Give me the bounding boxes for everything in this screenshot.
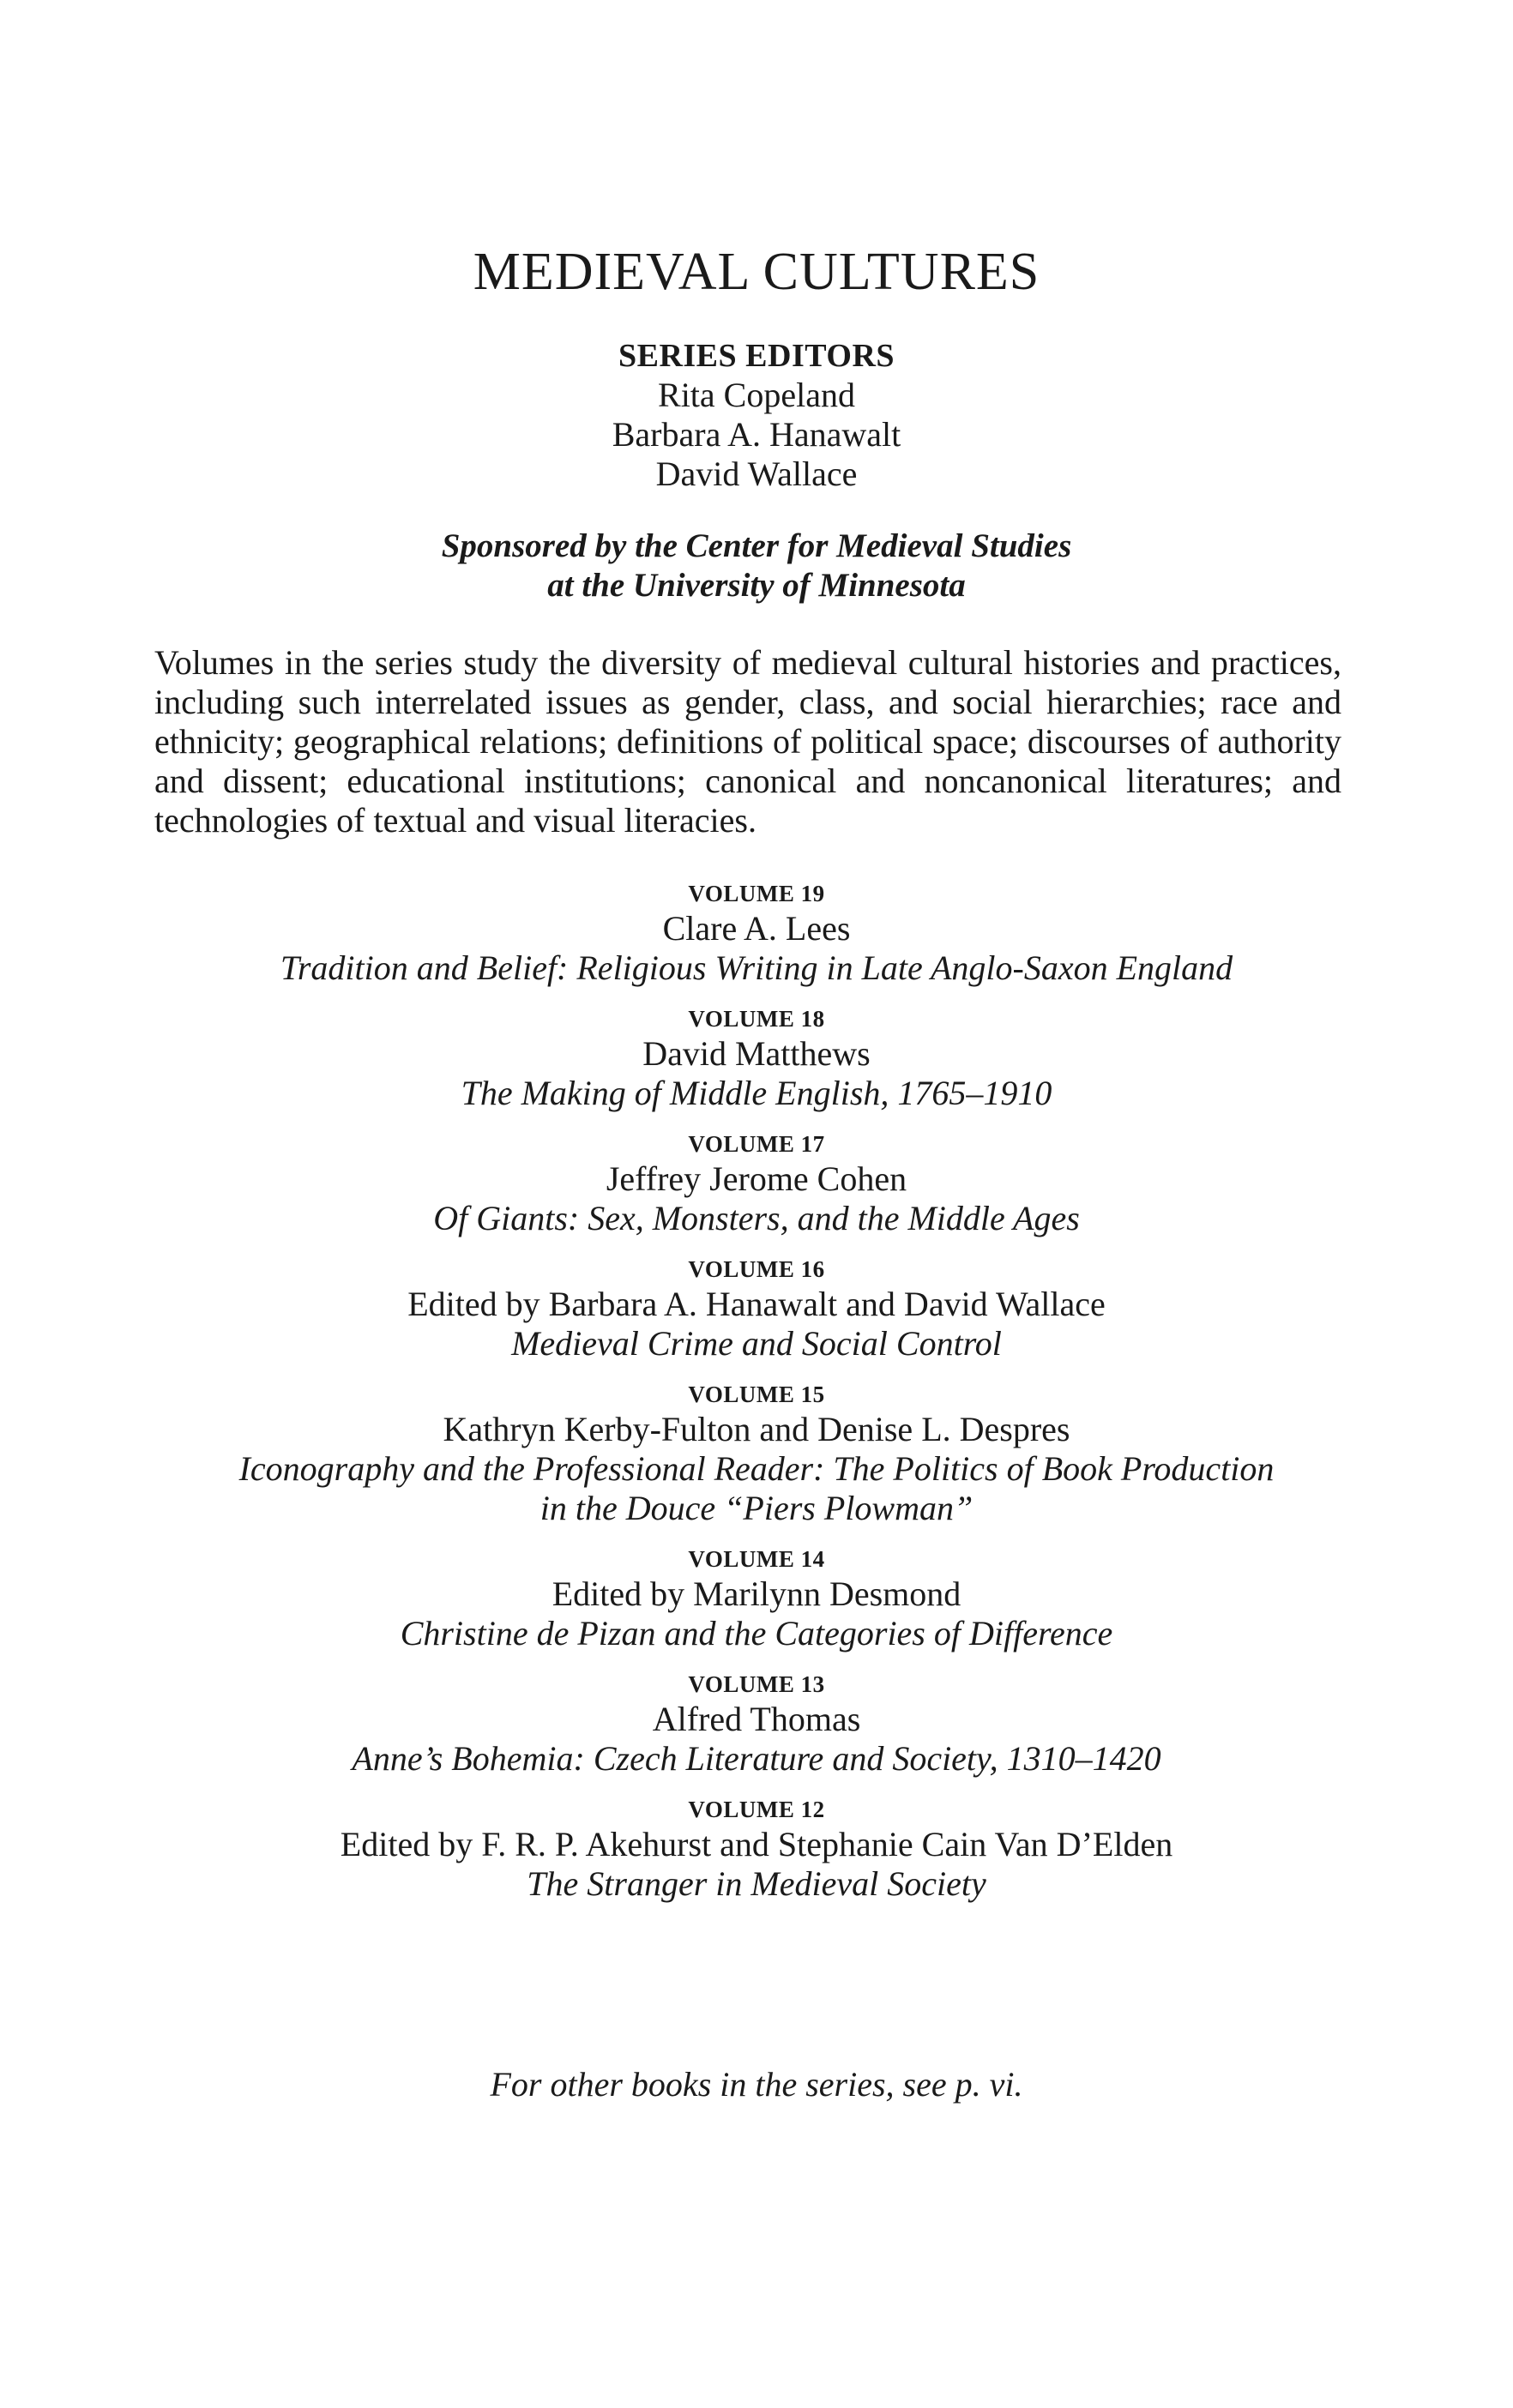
series-description: Volumes in the series study the diversity of medieval cultural histories and practices, including such interrelated issues as gender, class, and social hierarchies; race and ethnicity; geographical relations; definitions of political space; discourses of authority and dissent; educational institutions; canonical and noncanonical literatures; and technologies of textual and visual literacies. <box>154 643 1341 840</box>
editor-name: Barbara A. Hanawalt <box>612 415 901 454</box>
volume-author: Kathryn Kerby-Fulton and Denise L. Despres <box>443 1410 1070 1448</box>
volume-title: Iconography and the Professional Reader: The Politics of Book Production <box>238 1449 1275 1488</box>
volume-author: Edited by Barbara A. Hanawalt and David Wallace <box>407 1285 1106 1323</box>
volume-entry <box>0 1379 1513 1528</box>
volume-label: VOLUME 13 <box>688 1671 825 1697</box>
volume-label: VOLUME 17 <box>688 1131 825 1157</box>
series-editors-heading: SERIES EDITORS <box>618 338 895 374</box>
volume-entry <box>0 1669 1513 1779</box>
volume-title: Of Giants: Sex, Monsters, and the Middle Ages <box>433 1199 1080 1237</box>
volume-author: David Matthews <box>642 1034 871 1073</box>
volume-entry <box>0 1003 1513 1113</box>
editor-name: Rita Copeland <box>658 376 855 414</box>
volume-title: Christine de Pizan and the Categories of Difference <box>400 1614 1113 1652</box>
volume-entry <box>0 878 1513 988</box>
volume-entry <box>0 1129 1513 1238</box>
volume-author: Alfred Thomas <box>652 1700 861 1738</box>
sponsor-line: at the University of Minnesota <box>547 567 966 604</box>
volume-title: Medieval Crime and Social Control <box>511 1324 1002 1363</box>
series-title: MEDIEVAL CULTURES <box>473 243 1040 301</box>
volume-author: Edited by F. R. P. Akehurst and Stephanie Cain Van D’Elden <box>340 1825 1173 1863</box>
volume-label: VOLUME 15 <box>688 1382 825 1407</box>
volume-label: VOLUME 16 <box>688 1256 825 1282</box>
volume-title: in the Douce “Piers Plowman” <box>539 1489 974 1527</box>
volume-author: Jeffrey Jerome Cohen <box>606 1159 907 1198</box>
volume-title: The Making of Middle English, 1765–1910 <box>461 1074 1052 1112</box>
volume-label: VOLUME 18 <box>688 1006 825 1032</box>
volume-entry <box>0 1794 1513 1904</box>
volume-title: Tradition and Belief: Religious Writing in Late Anglo-Saxon England <box>280 948 1233 987</box>
volume-entry <box>0 1254 1513 1364</box>
volume-label: VOLUME 14 <box>688 1546 825 1572</box>
volume-title: The Stranger in Medieval Society <box>527 1864 986 1903</box>
sponsor-line: Sponsored by the Center for Medieval Studies <box>441 527 1072 564</box>
volume-list <box>0 878 1513 1919</box>
volume-label: VOLUME 12 <box>688 1797 825 1822</box>
volume-label: VOLUME 19 <box>688 881 825 906</box>
series-editors <box>0 336 1513 494</box>
volume-title: Anne’s Bohemia: Czech Literature and Society, 1310–1420 <box>352 1739 1161 1778</box>
editor-name: David Wallace <box>655 455 858 493</box>
sponsor-statement <box>0 527 1513 605</box>
volume-author: Clare A. Lees <box>662 909 851 948</box>
volume-author: Edited by Marilynn Desmond <box>552 1574 961 1613</box>
footer-note: For other books in the series, see p. vi. <box>490 2065 1023 2104</box>
volume-entry <box>0 1544 1513 1653</box>
